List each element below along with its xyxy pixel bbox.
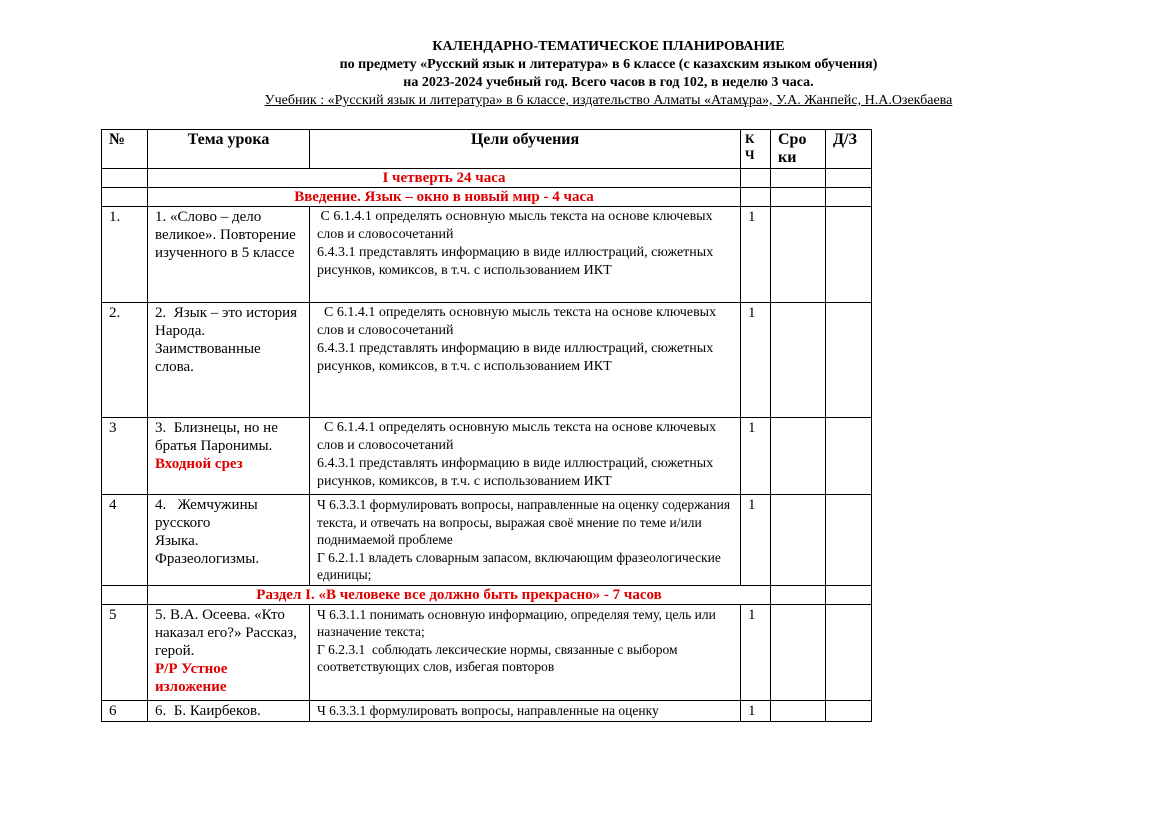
row-dates (771, 303, 826, 418)
row-homework (826, 700, 872, 721)
row-topic: 6. Б. Каирбеков. (148, 700, 310, 721)
goal-item: С 6.1.4.1 определять основную мысль текста на основе ключевых слов и словосочетаний (317, 209, 717, 242)
col-header-hours: К Ч (741, 130, 771, 169)
section-intro-label: Введение. Язык – окно в новый мир - 4 часа (148, 188, 741, 207)
table-header-row (102, 130, 872, 169)
topic-part: 3. Близнецы, но не братья Паронимы. (155, 420, 282, 454)
goal-item: 6.4.3.1 представлять информацию в виде иллюстраций, сюжетных рисунков, комиксов, в т.ч. с использованием ИКТ (317, 341, 714, 374)
col-header-goals: Цели обучения (310, 130, 741, 169)
col-header-homework: Д/З (826, 130, 872, 169)
row-hours: 1 (741, 418, 771, 495)
row-number: 6 (102, 700, 148, 721)
document-header (0, 38, 1170, 110)
row-dates (771, 207, 826, 303)
row-homework (826, 207, 872, 303)
goal-item: С 6.1.4.1 определять основную мысль текста на основе ключевых слов и словосочетаний (317, 305, 720, 338)
doc-textbook: Учебник : «Русский язык и литература» в 6 классе, издательство Алматы «Атамұра», У.А. Жанпейс, Н.А.Озекбаева (264, 93, 953, 108)
row-homework (826, 495, 872, 586)
planning-table (101, 129, 872, 722)
section-row-intro (102, 188, 872, 207)
row-number: 2. (102, 303, 148, 418)
row-topic (148, 418, 310, 495)
goal-item: 6.4.3.1 представлять информацию в виде иллюстраций, сюжетных рисунков, комиксов, в т.ч. с использованием ИКТ (317, 456, 714, 489)
row-dates (771, 495, 826, 586)
row-hours: 1 (741, 604, 771, 700)
row-hours: 1 (741, 303, 771, 418)
col-header-dates: Сро ки (771, 130, 826, 169)
row-topic (148, 604, 310, 700)
section-row-1 (102, 585, 872, 604)
topic-part: Языка. Фразеологизмы. (155, 533, 260, 567)
table-row (102, 495, 872, 586)
goal-item: С 6.1.4.1 определять основную мысль текста на основе ключевых слов и словосочетаний (317, 420, 720, 453)
row-number: 4 (102, 495, 148, 586)
row-topic (148, 303, 310, 418)
goal-item: Ч 6.3.1.1 понимать основную информацию, определяя тему, цель или назначение текста; (317, 606, 716, 639)
goal-item: Ч 6.3.3.1 формулировать вопросы, направленные на оценку (317, 702, 659, 718)
row-goals (310, 418, 741, 495)
row-hours: 1 (741, 207, 771, 303)
topic-part: 5. В.А. Осеева. «Кто наказал его?» Рассказ, герой. (155, 606, 297, 659)
col-header-topic: Тема урока (148, 130, 310, 169)
row-dates (771, 604, 826, 700)
topic-highlight: Р/Р Устное изложение (155, 660, 228, 695)
row-number: 3 (102, 418, 148, 495)
topic-part: 2. Язык – это история (155, 305, 298, 321)
doc-year: на 2023-2024 учебный год. Всего часов в год 102, в неделю 3 часа. (403, 75, 814, 90)
table-row (102, 700, 872, 721)
row-homework (826, 303, 872, 418)
goal-item: Ч 6.3.3.1 формулировать вопросы, направленные на оценку содержания текста, и отвечать на вопросы, выражая своё мнение по теме и/или поднимаемой проблеме (317, 497, 731, 547)
col-header-number: № (102, 130, 148, 169)
doc-title: КАЛЕНДАРНО-ТЕМАТИЧЕСКОЕ ПЛАНИРОВАНИЕ (432, 39, 785, 54)
table-row (102, 303, 872, 418)
table-row (102, 604, 872, 700)
quarter-row (102, 169, 872, 188)
topic-part: 4. Жемчужины русского (155, 497, 262, 531)
row-number: 1. (102, 207, 148, 303)
row-topic: 1. «Слово – дело великое». Повторение изученного в 5 классе (148, 207, 310, 303)
table-row (102, 207, 872, 303)
row-homework (826, 604, 872, 700)
row-hours: 1 (741, 700, 771, 721)
row-homework (826, 418, 872, 495)
goal-item: Г 6.2.3.1 соблюдать лексические нормы, связанные с выбором соответствующих слов, избегая повторов (317, 641, 681, 674)
row-goals (310, 604, 741, 700)
quarter-label: I четверть 24 часа (148, 169, 741, 188)
table-row (102, 418, 872, 495)
section-1-label: Раздел I. «В человеке все должно быть прекрасно» - 7 часов (148, 585, 771, 604)
row-goals (310, 207, 741, 303)
topic-part: Народа. Заимствованные слова. (155, 323, 261, 375)
row-dates (771, 418, 826, 495)
goal-item: 6.4.3.1 представлять информацию в виде иллюстраций, сюжетных рисунков, комиксов, в т.ч. с использованием ИКТ (317, 245, 714, 278)
goal-item: Г 6.2.1.1 владеть словарным запасом, включающим фразеологические единицы; (317, 549, 721, 582)
topic-highlight: Входной срез (155, 456, 243, 472)
row-dates (771, 700, 826, 721)
row-goals (310, 495, 741, 586)
doc-subject: по предмету «Русский язык и литература» в 6 классе (с казахским языком обучения) (339, 57, 878, 72)
row-hours: 1 (741, 495, 771, 586)
row-goals (310, 303, 741, 418)
row-topic (148, 495, 310, 586)
row-number: 5 (102, 604, 148, 700)
row-goals (310, 700, 741, 721)
